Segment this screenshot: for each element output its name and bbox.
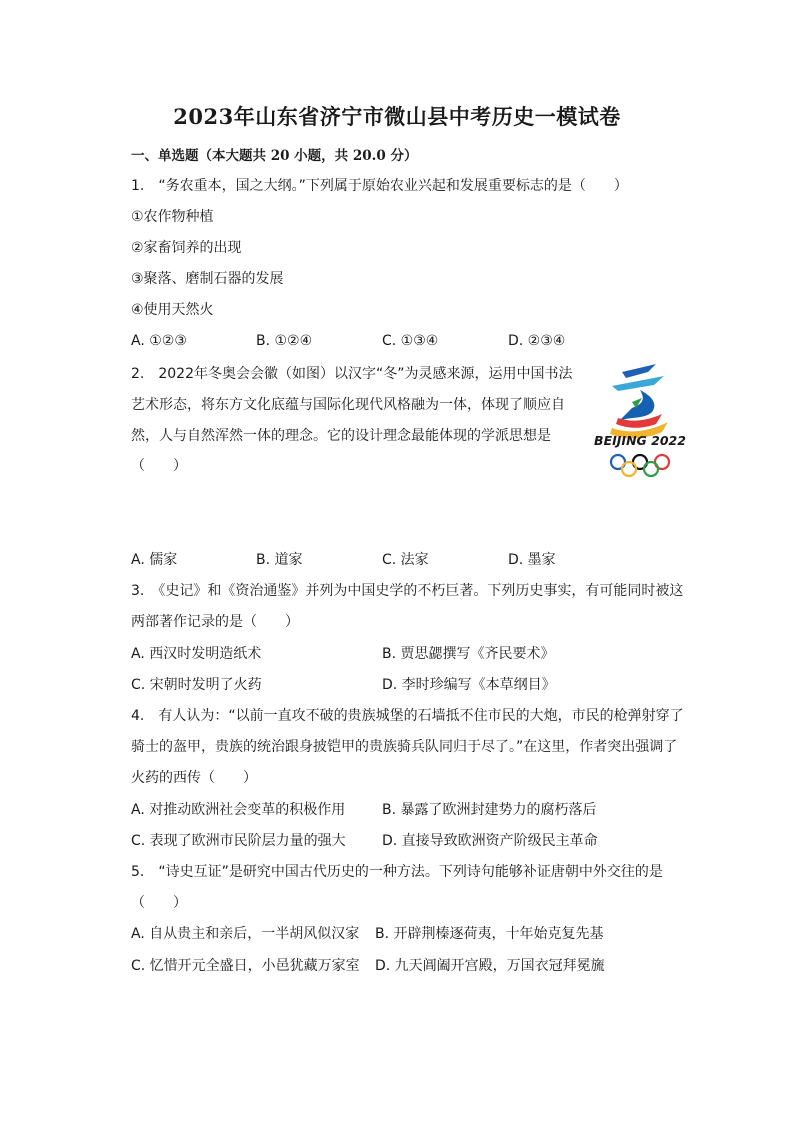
q1-item: ②家畜饲养的出现 — [131, 240, 242, 256]
q3-stem-line: 两部著作记录的是（ ） — [131, 614, 299, 630]
emblem-wordmark: BEIJING 2022 — [594, 433, 686, 448]
q4-stem-line: 4. 有人认为：“以前一直攻不破的贵族城堡的石墙抵不住市民的大炮，市民的枪弹射穿了 — [131, 708, 684, 724]
q2-stem-line: （ ） — [131, 458, 187, 474]
q5-option-c: C. 忆惜开元全盛日，小邑犹藏万家室 — [131, 958, 360, 974]
q3-option-b: B. 贾思勰撰写《齐民要术》 — [382, 646, 555, 662]
olympic-rings-icon — [611, 455, 669, 476]
q4-option-a: A. 对推动欧洲社会变革的积极作用 — [131, 802, 346, 818]
q3-option-c: C. 宋朝时发明了火药 — [131, 677, 262, 693]
q1-item: ③聚落、磨制石器的发展 — [131, 271, 284, 287]
q5-stem-line: 5. “诗史互证”是研究中国古代历史的一种方法。下列诗句能够补证唐朝中外交往的是 — [131, 864, 663, 880]
q1-item: ④使用天然火 — [131, 302, 214, 318]
q5-stem-line: （ ） — [131, 895, 187, 911]
q2-option-a: A. 儒家 — [131, 552, 178, 568]
beijing-2022-emblem-image — [582, 358, 698, 482]
q3-option-d: D. 李时珍编写《本草纲目》 — [382, 677, 556, 693]
q2-stem-line: 2. 2022年冬奥会会徽（如图）以汉字“冬”为灵感来源，运用中国书法 — [131, 366, 573, 382]
q1-option-a: A. ①②③ — [131, 333, 187, 349]
q1-option-c: C. ①③④ — [382, 333, 439, 349]
q4-option-d: D. 直接导致欧洲资产阶级民主革命 — [382, 833, 598, 849]
q4-stem-line: 骑士的盔甲，贵族的统治跟身披铠甲的贵族骑兵队同归于尽了。”在这里，作者突出强调了 — [131, 739, 678, 755]
emblem-ribbon-cyan — [612, 376, 664, 391]
q4-stem-line: 火药的西传（ ） — [131, 770, 257, 786]
q3-stem-line: 3. 《史记》和《资治通鉴》并列为中国史学的不朽巨著。下列历史事实，有可能同时被这 — [131, 583, 684, 599]
q2-option-b: B. 道家 — [256, 552, 303, 568]
q1-item: ①农作物种植 — [131, 209, 214, 225]
q4-option-c: C. 表现了欧洲市民阶层力量的强大 — [131, 833, 346, 849]
q2-stem-line: 艺术形态，将东方文化底蕴与国际化现代风格融为一体，体现了顺应自 — [131, 397, 565, 413]
exam-title: 2023年山东省济宁市微山县中考历史一模试卷 — [173, 104, 621, 129]
emblem-ribbon-blue — [622, 364, 656, 378]
q5-option-d: D. 九天阊阖开宫殿，万国衣冠拜冕旒 — [375, 958, 605, 974]
q3-option-a: A. 西汉时发明造纸术 — [131, 646, 262, 662]
q2-option-d: D. 墨家 — [508, 552, 556, 568]
q2-stem-line: 然，人与自然浑然一体的理念。它的设计理念最能体现的学派思想是 — [131, 428, 551, 444]
q5-option-a: A. 自从贵主和亲后，一半胡风似汉家 — [131, 926, 360, 942]
q4-option-b: B. 暴露了欧洲封建势力的腐朽落后 — [382, 802, 597, 818]
q1-option-b: B. ①②④ — [256, 333, 313, 349]
q1-stem: 1. “务农重本，国之大纲。”下列属于原始农业兴起和发展重要标志的是（ ） — [131, 178, 628, 194]
q2-option-c: C. 法家 — [382, 552, 429, 568]
section-heading: 一、单选题（本大题共 20 小题，共 20.0 分） — [131, 148, 418, 164]
q5-option-b: B. 开辟荆榛逐荷夷，十年始克复先基 — [375, 926, 604, 942]
q1-option-d: D. ②③④ — [508, 333, 566, 349]
